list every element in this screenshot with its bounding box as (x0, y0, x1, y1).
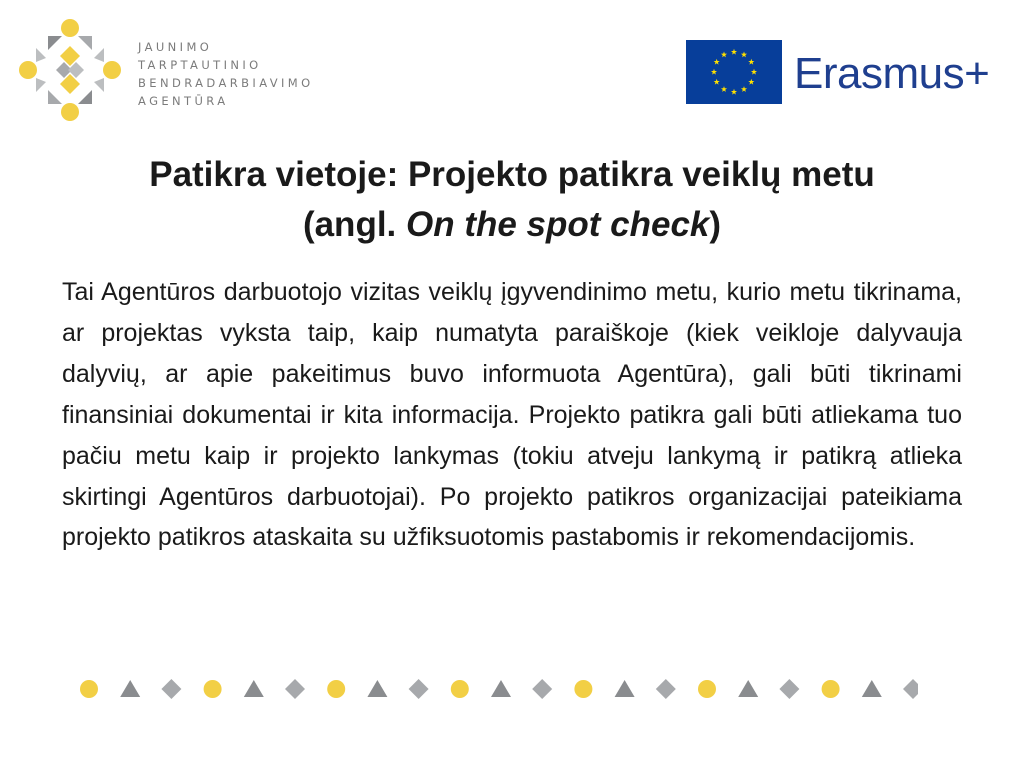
footer-triangle-icon (244, 680, 264, 697)
agency-name (138, 38, 314, 110)
erasmus-wordmark: Erasmus+ (794, 49, 990, 98)
footer-diamond-icon (161, 679, 181, 699)
footer-circle-icon (80, 680, 98, 698)
footer-diamond-icon (409, 679, 429, 699)
footer-diamond-icon (779, 679, 799, 699)
agency-name-line-2: TARPTAUTINIO (138, 58, 262, 72)
agency-mark-icon (18, 18, 122, 122)
agency-name-line-4: AGENTŪRA (138, 94, 229, 108)
title-line-2-prefix: (angl. (302, 205, 406, 244)
footer-triangle-icon (120, 680, 140, 697)
title-line-1: Patikra vietoje: Projekto patikra veiklų metu (149, 155, 875, 194)
footer-diamond-icon (285, 679, 305, 699)
footer-triangle-icon (367, 680, 387, 697)
footer-triangle-icon (615, 680, 635, 697)
footer-pattern (78, 678, 918, 700)
page-title (60, 150, 964, 250)
footer-circle-icon (451, 680, 469, 698)
footer-diamond-icon (903, 679, 918, 699)
title-line-2-emphasis: On the spot check (406, 205, 710, 244)
footer-circle-icon (822, 680, 840, 698)
agency-logo (18, 18, 328, 122)
footer-circle-icon (574, 680, 592, 698)
agency-name-line-3: BENDRADARBIAVIMO (138, 76, 314, 90)
footer-triangle-icon (862, 680, 882, 697)
body-paragraph: Tai Agentūros darbuotojo vizitas veiklų įgyvendinimo metu, kurio metu tikrinama, ar projektas vyksta taip, kaip numatyta paraiškoje (kiek veikloje dalyvauja dalyvių, ar apie pakeitimus buvo informuota Agentūra), gali būti tikrinami finansiniai dokumentai ir kita informacija. Projekto patikra gali būti atliekama tuo pačiu metu kaip ir projekto lankymas (tokiu atveju lankymą ir patikrą atlieka skirtingi Agentūros darbuotojai). Po projekto patikros organizacijai pateikiama projekto patikros ataskaita su užfiksuotomis pastabomis ir rekomendacijomis. (62, 278, 962, 552)
footer-triangle-icon (738, 680, 758, 697)
footer-circle-icon (327, 680, 345, 698)
agency-name-line-1: JAUNIMO (138, 40, 213, 54)
erasmus-logo (686, 40, 1008, 106)
footer-diamond-icon (532, 679, 552, 699)
footer-triangle-icon (491, 680, 511, 697)
title-line-2-suffix: ) (709, 205, 722, 244)
footer-circle-icon (698, 680, 716, 698)
eu-flag-icon (686, 40, 782, 104)
footer-diamond-icon (656, 679, 676, 699)
footer-circle-icon (204, 680, 222, 698)
